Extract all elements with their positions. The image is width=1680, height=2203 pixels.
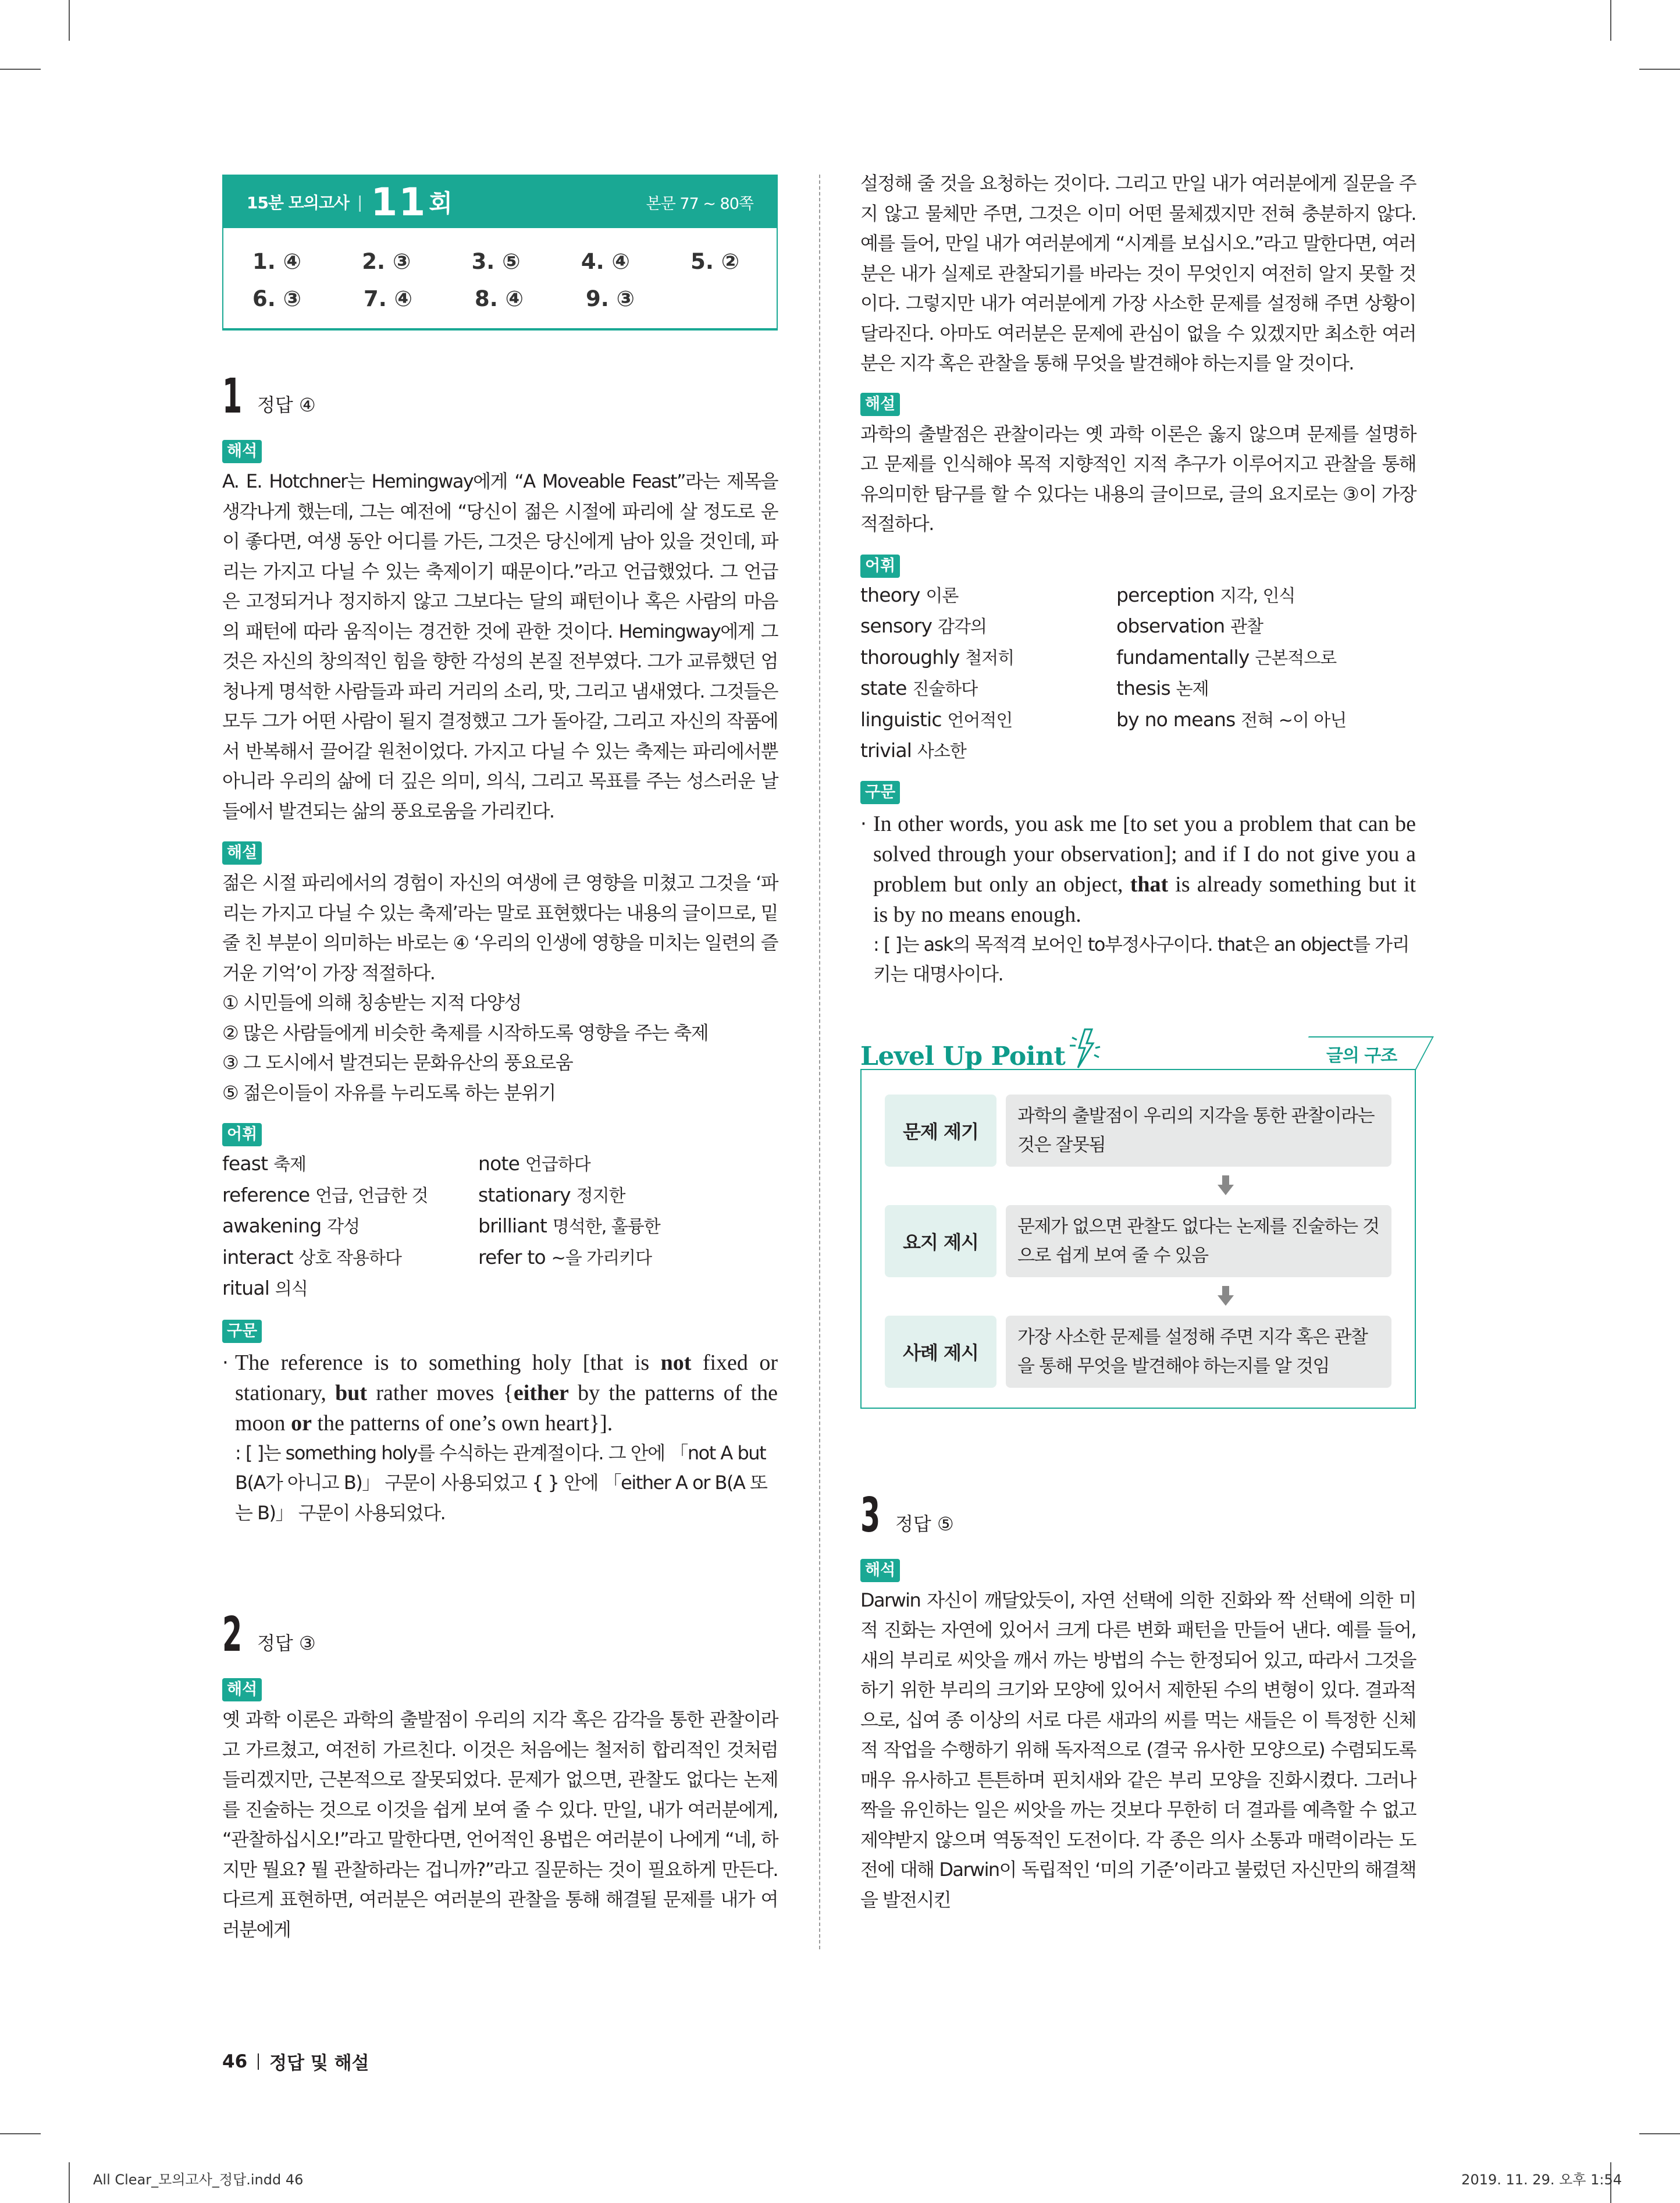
vocab-word: theory (860, 583, 920, 606)
tag-translation: 해석 (860, 1559, 900, 1582)
right-column (860, 169, 1416, 1915)
page-footer (222, 2048, 369, 2074)
vocab-meaning: 사소한 (917, 741, 966, 762)
sentence-bold: or (291, 1410, 312, 1435)
bullet-icon: · (222, 1351, 229, 1374)
choice-item: ② 많은 사람들에게 비슷한 축제를 시작하도록 영향을 주는 축제 (222, 1021, 709, 1044)
answer-item: 8. ④ (475, 286, 524, 311)
tag-syntax: 구문 (222, 1320, 262, 1343)
vocab-word: thoroughly (860, 645, 960, 669)
header-bar (223, 176, 777, 228)
structure-badge (1291, 1036, 1434, 1070)
print-date: 2019. 11. 29. 오후 1:54 (1461, 2172, 1622, 2188)
page-number: 46 (222, 2051, 248, 2072)
q2-translation-part1: 옛 과학 이론은 과학의 출발점이 우리의 지각 혹은 감각을 통한 관찰이라고 가르쳤고, 여전히 가르친다. 이것은 처음에는 철저히 합리적인 것처럼 들리겠지만, 근본적으로 잘못되었다. 문제가 없으면, 관찰도 없다는 논제를 진술하는 것으로 이것을 쉽게 보여 줄 수 있다. 만일, 내가 여러분에게, “관찰하십시오!”라고 말한다면, 언어적인 용법은 여러분이 나에게 “네, 하지만 뭘요? 뭘 관찰하라는 겁니까?”라고 질문하는 것이 필요하게 만든다. 다르게 표현하면, 여러분은 여러분의 관찰을 통해 해결될 문제를 내가 여러분에게 (222, 1708, 778, 1941)
vocab-item (478, 1242, 778, 1274)
vocab-meaning: 언급하다 (525, 1154, 590, 1175)
vocab-word: stationary (478, 1183, 571, 1206)
vocab-word: refer to (478, 1245, 546, 1268)
answer-item: 6. ③ (252, 286, 302, 311)
answer-row (252, 280, 777, 318)
crop-mark (69, 0, 70, 41)
vocab-word: awakening (222, 1214, 322, 1237)
vocab-word: trivial (860, 739, 912, 762)
structure-text: 가장 사소한 문제를 설정해 주면 지각 혹은 관찰을 통해 무엇을 발견해야 하는지를 알 것임 (1006, 1316, 1391, 1388)
sentence-part: fixed or stationary, (235, 1350, 778, 1405)
structure-row (885, 1095, 1391, 1167)
vocab-meaning: 언급, 언급한 것 (315, 1185, 428, 1206)
tag-explanation: 해설 (222, 841, 262, 865)
sentence-bold: that (1130, 872, 1169, 897)
vocab-item (222, 1273, 478, 1305)
page-range: 본문 77 ~ 80쪽 (646, 194, 753, 213)
crop-mark (1639, 2133, 1680, 2134)
vocab-item (860, 735, 1116, 767)
crop-mark (69, 2162, 70, 2203)
tag-explanation: 해설 (860, 393, 900, 416)
vocab-word: brilliant (478, 1214, 547, 1237)
question-number: 1 (222, 369, 243, 424)
choice-item: ③ 그 도시에서 발견되는 문화유산의 풍요로움 (222, 1051, 573, 1074)
vocab-meaning: 지각, 인식 (1220, 585, 1295, 606)
vocab-word: ritual (222, 1277, 270, 1299)
sentence-bold: but (335, 1380, 368, 1405)
vocab-item (1116, 705, 1416, 736)
q3-translation: Darwin 자신이 깨달았듯이, 자연 선택에 의한 진화와 짝 선택에 의한 미적 진화는 자연에 있어서 크게 다른 변화 패턴을 만들어 낸다. 예를 들어, 새의 부리로 씨앗을 깨서 까는 방법의 수는 한정되어 있고, 따라서 그것을 하기 위한 부리의 크기와 모양에 있어서 제한된 수의 변형이 있다. 결과적으로, 십여 종 이상의 서로 다른 새과의 씨를 먹는 새들은 이 특정한 신체적 작업을 수행하기 위해 독자적으로 (결국 유사한 모양으로) 수렴되도록 매우 유사하고 튼튼하며 핀치새와 같은 부리 모양을 진화시켰다. 그러나 짝을 유인하는 일은 씨앗을 까는 것보다 무한히 더 결과를 예측할 수 없고 제약받지 않으며 역동적인 도전이다. 각 종은 의사 소통과 매력이라는 도전에 대해 Darwin이 독립적인 ‘미의 기준’이라고 불렀던 자신만의 해결책을 발전시킨 (860, 1589, 1416, 1911)
vocab-word: observation (1116, 614, 1225, 637)
tag-vocab: 어휘 (860, 555, 900, 578)
choice-item: ① 시민들에 의해 칭송받는 지적 다양성 (222, 992, 521, 1014)
bullet-icon: · (860, 812, 867, 836)
vocab-meaning: 명석한, 훌륭한 (552, 1217, 660, 1237)
tag-translation: 해석 (222, 440, 262, 463)
vocab-meaning: 감각의 (938, 617, 987, 637)
q1-syntax-block (222, 1348, 778, 1438)
vocab-item (222, 1211, 478, 1242)
vocab-item (222, 1180, 478, 1211)
q2-translation-part2: 설정해 줄 것을 요청하는 것이다. 그리고 만일 내가 여러분에게 질문을 주지 않고 물체만 주면, 그것은 이미 어떤 물체겠지만 전혀 충분하지 않다. 예를 들어, 만일 내가 여러분에게 “시계를 보십시오.”라고 말한다면, 여러분은 내가 실제로 관찰되기를 바라는 것이 무엇인지 여전히 알지 못할 것이다. 그렇지만 내가 여러분에게 가장 사소한 문제를 설정해 주면 상황이 달라진다. 아마도 여러분은 문제에 관심이 없을 수 있겠지만 최소한 여러분은 지각 혹은 관찰을 통해 무엇을 발견해야 하는지를 알 것이다. (860, 172, 1416, 374)
vocab-meaning: 철저히 (965, 648, 1015, 669)
q1-syntax-note: : [ ]는 something holy를 수식하는 관계절이다. 그 안에 「not A but B(A가 아니고 B)」 구문이 사용되었고 { } 안에 「either A or B(A 또는 B)」 구문이 사용되었다. (235, 1441, 767, 1524)
answer-item: 4. ④ (581, 249, 630, 274)
crop-mark (0, 69, 41, 70)
answer-item: 9. ③ (586, 286, 635, 311)
q2-vocab-list (860, 580, 1416, 767)
arrow-down-icon (885, 1167, 1391, 1205)
vocab-meaning: 근본적으로 (1255, 648, 1337, 669)
sentence-part: by the patterns of the moon (235, 1380, 778, 1435)
sentence-part: In other words, you ask me [to set you a problem that can be solved through your observation]; and if I do not give you a problem but only an object, (873, 811, 1416, 897)
crop-mark (0, 2133, 41, 2134)
structure-row (885, 1316, 1391, 1388)
vocab-word: interact (222, 1245, 293, 1268)
q1-syntax-sentence (235, 1348, 778, 1438)
level-up-title-wrap (860, 1025, 1102, 1071)
question-number: 3 (860, 1487, 881, 1543)
vocab-meaning: 축제 (273, 1154, 306, 1175)
vocab-item (478, 1211, 778, 1242)
left-column (222, 175, 778, 1945)
vocab-word: reference (222, 1183, 310, 1206)
vocab-meaning: 관찰 (1230, 617, 1263, 637)
separator: | (357, 192, 363, 212)
answer-item: 3. ⑤ (471, 249, 521, 274)
footer-separator (258, 2053, 259, 2070)
vocab-item (860, 673, 1116, 705)
vocab-meaning: 진술하다 (912, 679, 978, 699)
vocab-word: linguistic (860, 708, 942, 731)
vocab-word: perception (1116, 583, 1215, 606)
vocab-meaning: 논제 (1176, 679, 1209, 699)
tag-vocab: 어휘 (222, 1123, 262, 1146)
vocab-item (222, 1242, 478, 1274)
question-1-header (222, 365, 778, 424)
structure-badge-label: 글의 구조 (1326, 1045, 1397, 1066)
vocab-meaning: 의식 (275, 1279, 308, 1299)
answer-item: 2. ③ (362, 249, 411, 274)
q2-syntax-block (860, 809, 1416, 930)
vocab-meaning: 전혀 ~이 아닌 (1241, 710, 1347, 731)
round-suffix: 회 (429, 189, 453, 218)
structure-label: 요지 제시 (885, 1205, 996, 1277)
tag-syntax: 구문 (860, 781, 900, 804)
vocab-word: sensory (860, 614, 932, 637)
level-up-title: Level Up Point (860, 1041, 1066, 1071)
arrow-down-icon (885, 1277, 1391, 1316)
level-up-point-box (860, 1025, 1416, 1409)
q1-vocab-list (222, 1149, 778, 1305)
crop-mark (1639, 69, 1680, 70)
sentence-part: rather moves { (367, 1380, 514, 1405)
vocab-item (860, 705, 1116, 736)
crop-mark (1610, 0, 1611, 41)
vocab-word: feast (222, 1152, 268, 1175)
q2-syntax-sentence (873, 809, 1416, 930)
answer-label: 정답 ⑤ (895, 1512, 954, 1535)
q1-choices (222, 988, 778, 1108)
sentence-bold: not (660, 1350, 692, 1375)
q2-syntax-note: : [ ]는 ask의 목적격 보어인 to부정사구이다. that은 an object를 가리키는 대명사이다. (873, 933, 1409, 985)
column-divider (819, 175, 820, 1949)
answer-label: 정답 ③ (257, 1632, 316, 1654)
answer-item: 7. ④ (364, 286, 413, 311)
vocab-meaning: 정지한 (576, 1185, 625, 1206)
vocab-word: by no means (1116, 708, 1236, 731)
question-number: 2 (222, 1607, 243, 1662)
vocab-word: thesis (1116, 677, 1170, 699)
vocab-item (1116, 673, 1416, 705)
print-file-name: All Clear_모의고사_정답.indd 46 (93, 2172, 304, 2188)
lightning-icon (1067, 1025, 1102, 1071)
sentence-bold: either (513, 1380, 569, 1405)
vocab-meaning: 이론 (926, 585, 959, 606)
sentence-part: The reference is to something holy [that is (235, 1350, 661, 1375)
answer-grid (223, 228, 777, 318)
structure-row (885, 1205, 1391, 1277)
footer-section: 정답 및 해설 (269, 2053, 369, 2074)
vocab-word: state (860, 677, 907, 699)
vocab-word: note (478, 1152, 520, 1175)
vocab-item (860, 611, 1116, 642)
vocab-item (860, 580, 1116, 612)
question-2-header (222, 1604, 778, 1662)
answer-item: 1. ④ (252, 249, 302, 274)
vocab-item (478, 1149, 778, 1180)
vocab-item (222, 1149, 478, 1180)
q1-translation: A. E. Hotchner는 Hemingway에게 “A Moveable Feast”라는 제목을 생각나게 했는데, 그는 예전에 “당신이 젊은 시절에 파리에 살 정도로 운이 좋다면, 여생 동안 어디를 가든, 그것은 당신에게 남아 있을 것인데, 파리는 가지고 다닐 수 있는 축제이기 때문이다.”라고 언급했었다. 그 언급은 고정되거나 정지하지 않고 그보다는 달의 패턴이나 혹은 사람의 마음의 패턴에 따라 움직이는 경건한 것에 관한 것이다. Hemingway에게 그것은 자신의 창의적인 힘을 향한 각성의 본질 전부였다. 그가 교류했던 엄청나게 명석한 사람들과 파리 거리의 소리, 맛, 그리고 냄새였다. 그것들은 모두 그가 어떤 사람이 될지 결정했고 그가 돌아갈, 그리고 자신의 작품에서 반복해서 끌어갈 원천이었다. 가지고 다닐 수 있는 축제는 파리에서뿐 아니라 우리의 삶에 더 깊은 의미, 의식, 그리고 목표를 주는 성스러운 날들에서 발견되는 삶의 풍요로움을 가리킨다. (222, 470, 778, 822)
structure-text: 과학의 출발점이 우리의 지각을 통한 관찰이라는 것은 잘못됨 (1006, 1095, 1391, 1167)
q2-explanation: 과학의 출발점은 관찰이라는 옛 과학 이론은 옳지 않으며 문제를 설명하고 문제를 인식해야 목적 지향적인 지적 추구가 이루어지고 관찰을 통해 유의미한 탐구를 할 수 있다는 내용의 글이므로, 글의 요지로는 ③이 가장 적절하다. (860, 422, 1416, 535)
vocab-meaning: 상호 작용하다 (298, 1248, 401, 1268)
structure-label: 문제 제기 (885, 1095, 996, 1167)
vocab-meaning: 언어적인 (947, 710, 1013, 731)
question-3-header (860, 1484, 1416, 1543)
sentence-part: the patterns of one’s own heart}]. (311, 1410, 613, 1435)
structure-label: 사례 제시 (885, 1316, 996, 1388)
test-label: 15분 모의고사 (247, 193, 349, 212)
vocab-meaning: 각성 (327, 1217, 360, 1237)
structure-text: 문제가 없으면 관찰도 없다는 논제를 진술하는 것으로 쉽게 보여 줄 수 있음 (1006, 1205, 1391, 1277)
q1-explanation: 젊은 시절 파리에서의 경험이 자신의 여생에 큰 영향을 미쳤고 그것을 ‘파리는 가지고 다닐 수 있는 축제’라는 말로 표현했다는 내용의 글이므로, 밑줄 친 부분이 의미하는 바로는 ④ ‘우리의 인생에 영향을 미치는 일련의 즐거운 기억’이 가장 적절하다. (222, 872, 778, 984)
vocab-item (860, 642, 1116, 674)
choice-item: ⑤ 젊은이들이 자유를 누리도록 하는 분위기 (222, 1081, 556, 1104)
vocab-item (1116, 580, 1416, 612)
vocab-word: fundamentally (1116, 645, 1250, 669)
tag-translation: 해석 (222, 1678, 262, 1701)
sentence-part: is already something but it is by no means enough. (873, 872, 1416, 927)
answer-item: 5. ② (690, 249, 740, 274)
round-number: 11 (371, 179, 427, 225)
structure-frame (860, 1069, 1416, 1409)
answer-row (252, 243, 777, 280)
vocab-item (1116, 611, 1416, 642)
vocab-item (478, 1180, 778, 1211)
vocab-item (1116, 642, 1416, 674)
vocab-meaning: ~을 가리키다 (551, 1248, 652, 1268)
answer-label: 정답 ④ (257, 394, 316, 416)
answer-header-box (222, 175, 778, 331)
